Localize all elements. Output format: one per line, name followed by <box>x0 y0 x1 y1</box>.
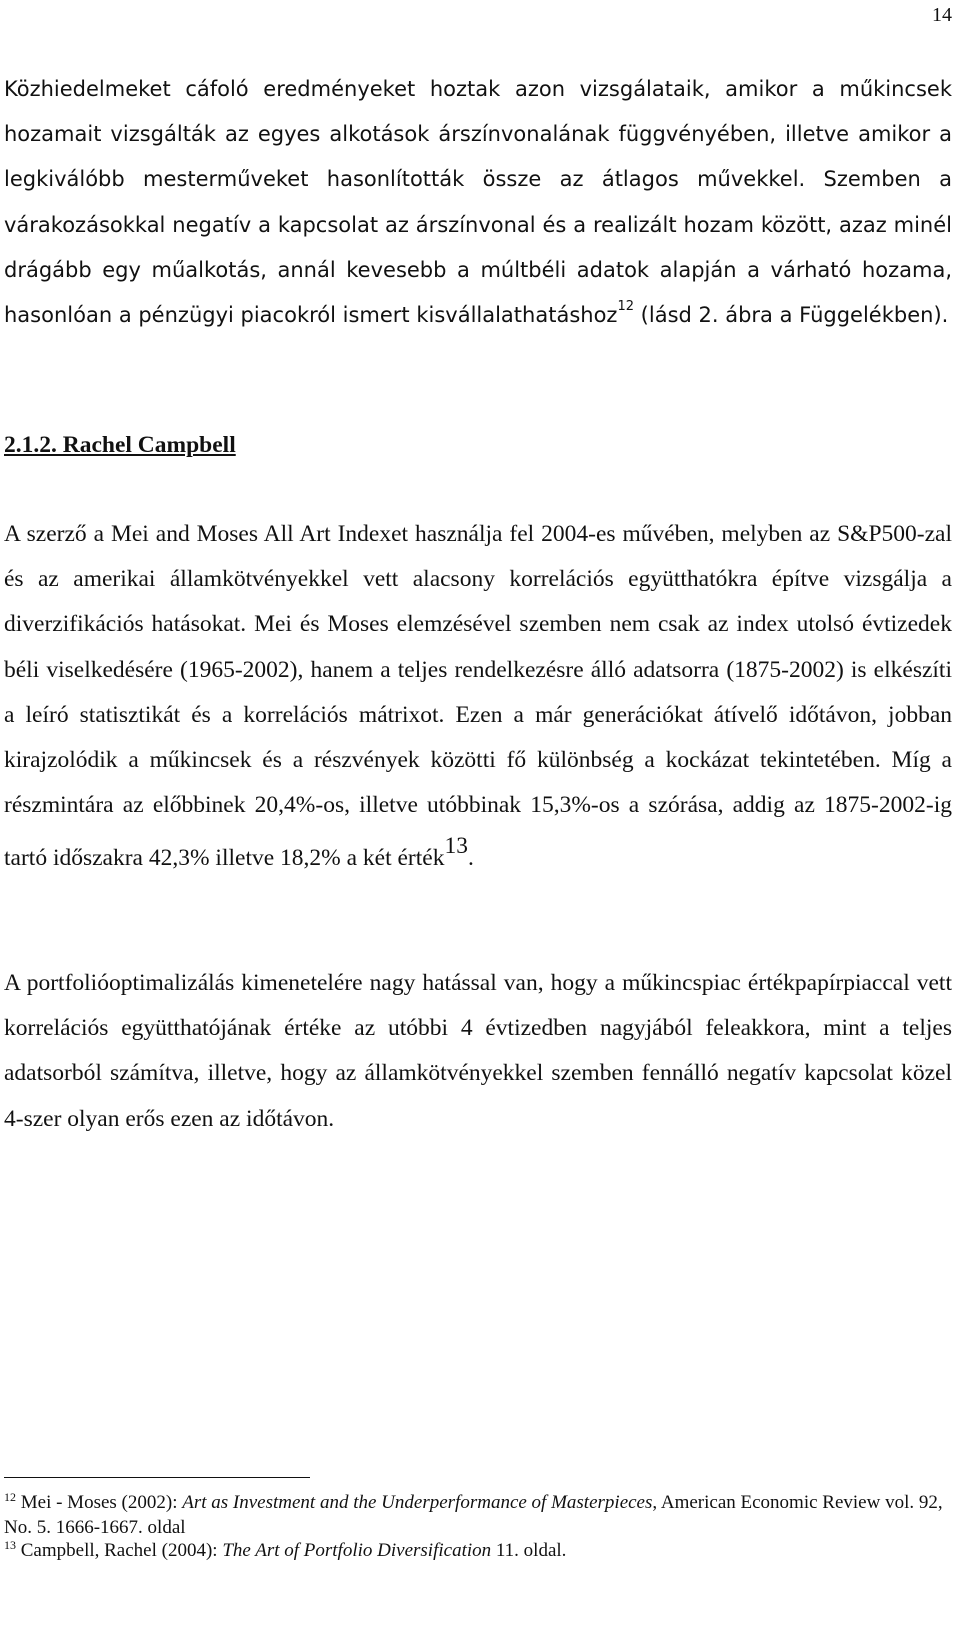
footnote-number: 12 <box>4 1490 16 1504</box>
paragraph-text: Mei és Moses elemzésével szemben nem csak az index utolsó évtizedek béli viselkedésére (1965-2002), hanem a teljes rendelkezésre álló adatsorra (1875-2002) is elkészíti a leíró statisztikát és a korrelációs mátrixot. Ezen a már generációkat átívelő időtávon, jobban kirajzolódik a műkincsek és a részvények közötti fő különbség a kockázat tekintetében. Míg a részmintára az előbbinek 20,4%-os, illetve utóbbinak 15,3%-os a szórása, addig az 1875-2002-ig tartó időszakra 42,3% illetve 18,2% a két érték <box>4 611 952 872</box>
paragraph-kisvallalathatas <box>4 67 952 338</box>
paragraph-campbell <box>4 512 952 882</box>
paragraph-text: Közhiedelmeket cáfoló eredményeket hoztak azon vizsgálataik, amikor a műkincsek hozamait vizsgálták az egyes alkotások árszínvonalának függvényében, illetve amikor a legkiválóbb mesterműveket hasonlították össze az átlagos művekkel. Szemben a várakozásokkal negatív a kapcsolat az árszínvonal és a realizált hozam között, azaz minél drágább egy műalkotás, annál kevesebb a múltbéli adatok alapján a várható hozama, hasonlóan a pénzügyi piacokról ismert kisvállalathatáshoz <box>4 77 952 328</box>
footnote-12 <box>4 1491 952 1540</box>
footnote-rest: , American Economic Review vol. 92, No. 5. 1666-1667. oldal <box>4 1492 943 1538</box>
paragraph-portfolio: A portfolióoptimalizálás kimenetelére nagy hatással van, hogy a műkincspiac értékpapírpiaccal vett korrelációs együtthatójának értéke az utóbbi 4 évtizedben nagyjából feleakkora, mint a teljes adatsorból számítva, illetve, hogy az államkötvényekkel szemben fennálló negatív kapcsolat közel 4-szer olyan erős ezen az időtávon. <box>4 970 952 1132</box>
section-heading: 2.1.2. Rachel Campbell <box>4 432 236 458</box>
footnote-title: Art as Investment and the Underperformance of Masterpieces <box>182 1492 653 1513</box>
footnote-separator <box>4 1477 310 1478</box>
footnote-rest: 11. oldal. <box>491 1540 567 1561</box>
footnote-title: The Art of Portfolio Diversification <box>222 1540 492 1561</box>
footnote-author: Campbell, Rachel (2004): <box>20 1540 223 1561</box>
footnote-13 <box>4 1539 952 1564</box>
paragraph-text: (lásd 2. ábra a Függelékben). <box>634 303 949 328</box>
page-number: 14 <box>932 4 952 26</box>
paragraph-text: A szerző a Mei and Moses All Art Indexet használja fel 2004-es művében, melyben az S&P500-zal és az amerikai államkötvényekkel vett alacsony korrelációs együtthatókra építve vizsgálja a diverzifikációs hatásokat. <box>4 521 952 638</box>
footnote-number: 13 <box>4 1538 16 1552</box>
footnote-ref-13: 13 <box>444 833 468 860</box>
paragraph-text: . <box>467 845 474 872</box>
footnote-ref-12: 12 <box>617 299 634 315</box>
footnote-author: Mei - Moses (2002): <box>20 1492 183 1513</box>
